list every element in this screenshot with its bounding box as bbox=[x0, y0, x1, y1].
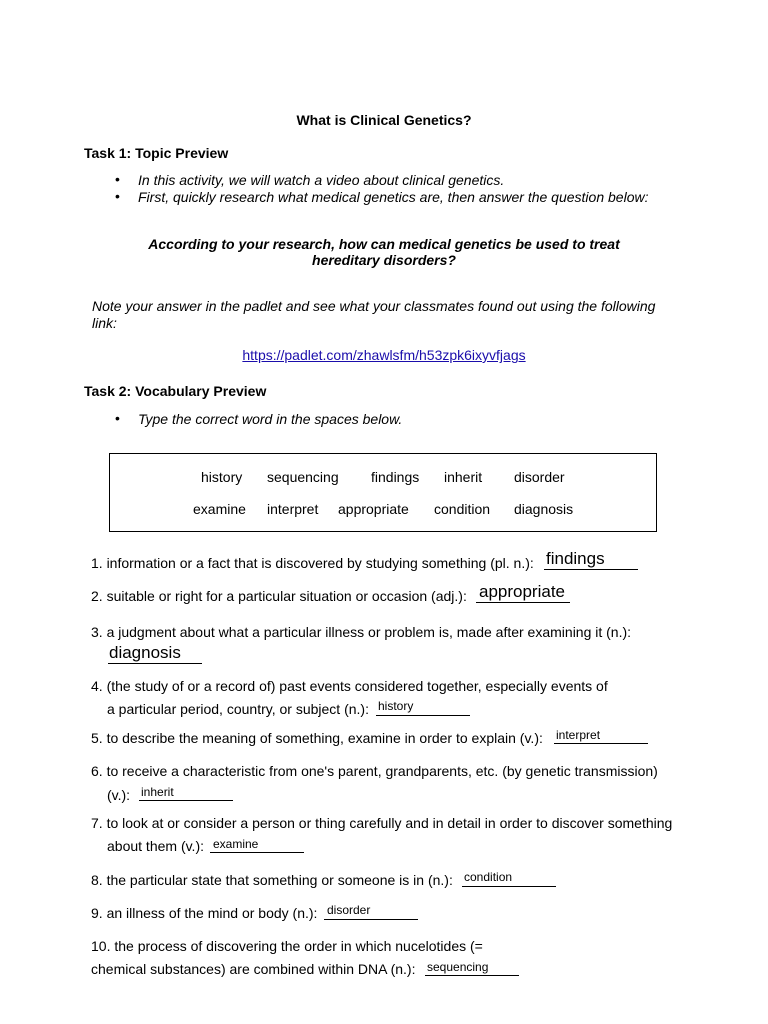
word-bank-word: sequencing bbox=[267, 469, 339, 485]
vocab-item-10-line1: 10. the process of discovering the order in which nucelotides (= bbox=[91, 938, 483, 954]
answer-field-3[interactable] bbox=[108, 663, 202, 664]
answer-text-6: inherit bbox=[141, 785, 174, 799]
answer-field-1[interactable] bbox=[544, 569, 638, 570]
vocab-item-9: 9. an illness of the mind or body (n.): bbox=[91, 905, 318, 921]
answer-field-8[interactable] bbox=[462, 886, 556, 887]
vocab-item-8: 8. the particular state that something or someone is in (n.): bbox=[91, 872, 453, 888]
task1-bullet-2: First, quickly research what medical genetics are, then answer the question below: bbox=[138, 189, 649, 205]
answer-field-6[interactable] bbox=[139, 800, 233, 801]
research-question-line2: hereditary disorders? bbox=[312, 252, 456, 268]
answer-field-7[interactable] bbox=[210, 852, 304, 853]
bullet-icon: • bbox=[115, 171, 120, 187]
word-bank-word: inherit bbox=[444, 469, 483, 485]
answer-text-8: condition bbox=[464, 870, 513, 884]
vocab-item-10-line2: chemical substances) are combined within DNA (n.): bbox=[91, 961, 416, 977]
task2-heading: Task 2: Vocabulary Preview bbox=[84, 383, 267, 399]
vocab-item-4-line1: 4. (the study of or a record of) past events considered together, especially events of bbox=[91, 678, 608, 694]
vocab-item-6-line1: 6. to receive a characteristic from one's parent, grandparents, etc. (by genetic transmission) bbox=[91, 763, 658, 779]
vocab-item-7-line1: 7. to look at or consider a person or thing carefully and in detail in order to discover something bbox=[91, 815, 673, 831]
answer-text-1: findings bbox=[546, 549, 605, 568]
answer-text-3: diagnosis bbox=[109, 643, 181, 662]
word-bank-word: history bbox=[201, 469, 243, 485]
vocab-item-7-line2: about them (v.): bbox=[107, 838, 205, 854]
word-bank-word: disorder bbox=[514, 469, 565, 485]
task2-bullet: Type the correct word in the spaces below. bbox=[138, 411, 403, 427]
bullet-icon: • bbox=[115, 188, 120, 204]
vocab-item-4-line2: a particular period, country, or subject (n.): bbox=[107, 701, 369, 717]
answer-field-9[interactable] bbox=[324, 919, 418, 920]
answer-field-2[interactable] bbox=[476, 602, 570, 603]
bullet-icon: • bbox=[115, 410, 120, 426]
word-bank-word: appropriate bbox=[338, 501, 409, 517]
word-bank-word: examine bbox=[193, 501, 246, 517]
vocab-item-2: 2. suitable or right for a particular situation or occasion (adj.): bbox=[91, 588, 467, 604]
answer-field-10[interactable] bbox=[425, 975, 519, 976]
answer-text-2: appropriate bbox=[479, 582, 566, 601]
answer-field-4[interactable] bbox=[376, 715, 470, 716]
answer-text-5: interpret bbox=[556, 728, 601, 742]
note-line2: link: bbox=[92, 315, 117, 331]
word-bank-box bbox=[109, 453, 657, 532]
vocab-item-5: 5. to describe the meaning of something, examine in order to explain (v.): bbox=[91, 730, 543, 746]
page-title: What is Clinical Genetics? bbox=[296, 112, 472, 128]
word-bank-word: findings bbox=[371, 469, 420, 485]
word-bank-word: diagnosis bbox=[514, 501, 574, 517]
task1-heading: Task 1: Topic Preview bbox=[84, 145, 229, 161]
answer-text-10: sequencing bbox=[427, 960, 489, 974]
task1-bullet-1: In this activity, we will watch a video about clinical genetics. bbox=[138, 172, 505, 188]
padlet-link[interactable]: https://padlet.com/zhawlsfm/h53zpk6ixyvfjags bbox=[242, 347, 526, 363]
answer-text-4: history bbox=[378, 699, 414, 713]
research-question-line1: According to your research, how can medical genetics be used to treat bbox=[148, 236, 620, 252]
answer-text-7: examine bbox=[213, 837, 259, 851]
note-line1: Note your answer in the padlet and see what your classmates found out using the following bbox=[92, 298, 656, 314]
answer-field-5[interactable] bbox=[554, 743, 648, 744]
vocab-item-1: 1. information or a fact that is discovered by studying something (pl. n.): bbox=[91, 555, 534, 571]
word-bank-word: interpret bbox=[267, 501, 319, 517]
answer-text-9: disorder bbox=[327, 903, 371, 917]
vocab-item-3: 3. a judgment about what a particular illness or problem is, made after examining it (n.): bbox=[91, 624, 632, 640]
word-bank-word: condition bbox=[434, 501, 491, 517]
vocab-item-6-line2: (v.): bbox=[107, 787, 131, 803]
